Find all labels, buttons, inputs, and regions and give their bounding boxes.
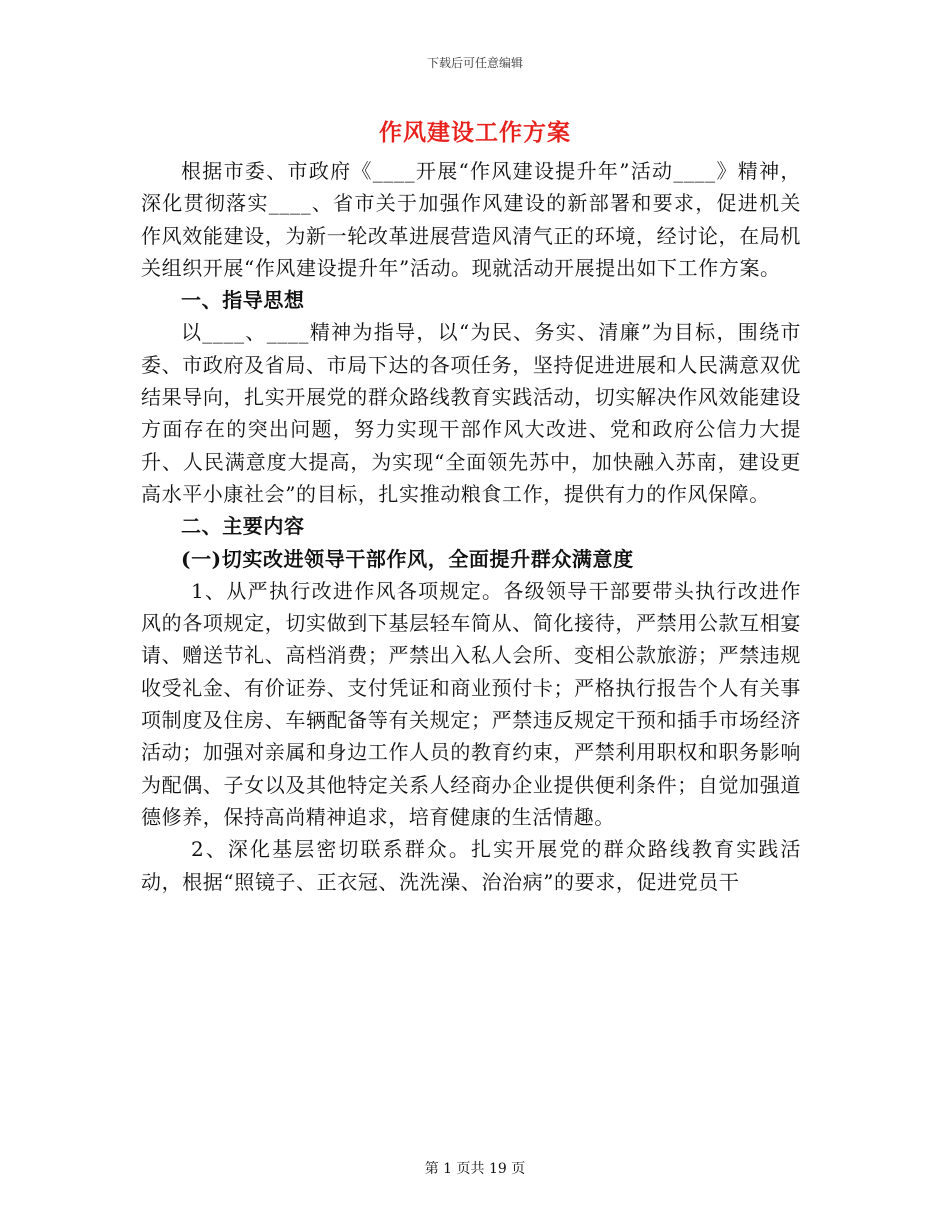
subsection-heading-1: (一)切实改进领导干部作风，全面提升群众满意度	[181, 546, 634, 571]
document-title: 作风建设工作方案	[379, 119, 571, 146]
guiding-ideology-paragraph: 以____、____精神为指导，以“为民、务实、清廉”为目标，围绕市委、市政府及省局、市局下达的各项任务，坚持促进进展和人民满意双优结果导向，扎实开展党的群众路线教育实践活动，切实解决作风效能建设方面存在的突出问题，努力实现干部作风大改进、党和政府公信力大提升、人民满意度大提高，为实现“全面领先苏中，加快融入苏南，建设更高水平小康社会”的目标，扎实推动粮食工作，提供有力的作风保障。	[141, 320, 801, 506]
item-1-paragraph: 1、从严执行改进作风各项规定。各级领导干部要带头执行改进作风的各项规定，切实做到下基层轻车简从、简化接待，严禁用公款互相宴请、赠送节礼、高档消费；严禁出入私人会所、变相公款旅游；严禁违规收受礼金、有价证券、支付凭证和商业预付卡；严格执行报告个人有关事项制度及住房、车辆配备等有关规定；严禁违反规定干预和插手市场经济活动；加强对亲属和身边工作人员的教育约束，严禁利用职权和职务影响为配偶、子女以及其他特定关系人经商办企业提供便利条件；自觉加强道德修养，保持高尚精神追求，培育健康的生活情趣。	[141, 578, 801, 829]
item-2-paragraph: 2、深化基层密切联系群众。扎实开展党的群众路线教育实践活动，根据“照镜子、正衣冠、洗洗澡、治治病”的要求，促进党员干	[141, 837, 801, 894]
header-note: 下载后可任意编辑	[426, 56, 523, 70]
section-heading-main-content: 二、主要内容	[181, 514, 305, 539]
intro-paragraph: 根据市委、市政府《____开展“作风建设提升年”活动____》精神，深化贯彻落实____、省市关于加强作风建设的新部署和要求，促进机关作风效能建设，为新一轮改革进展营造风清气正的环境，经讨论，在局机关组织开展“作风建设提升年”活动。现就活动开展提出如下工作方案。	[141, 159, 801, 280]
page-number: 第 1 页共 19 页	[424, 1161, 526, 1177]
document-body	[141, 155, 801, 898]
section-heading-guiding-ideology: 一、指导思想	[181, 288, 305, 313]
